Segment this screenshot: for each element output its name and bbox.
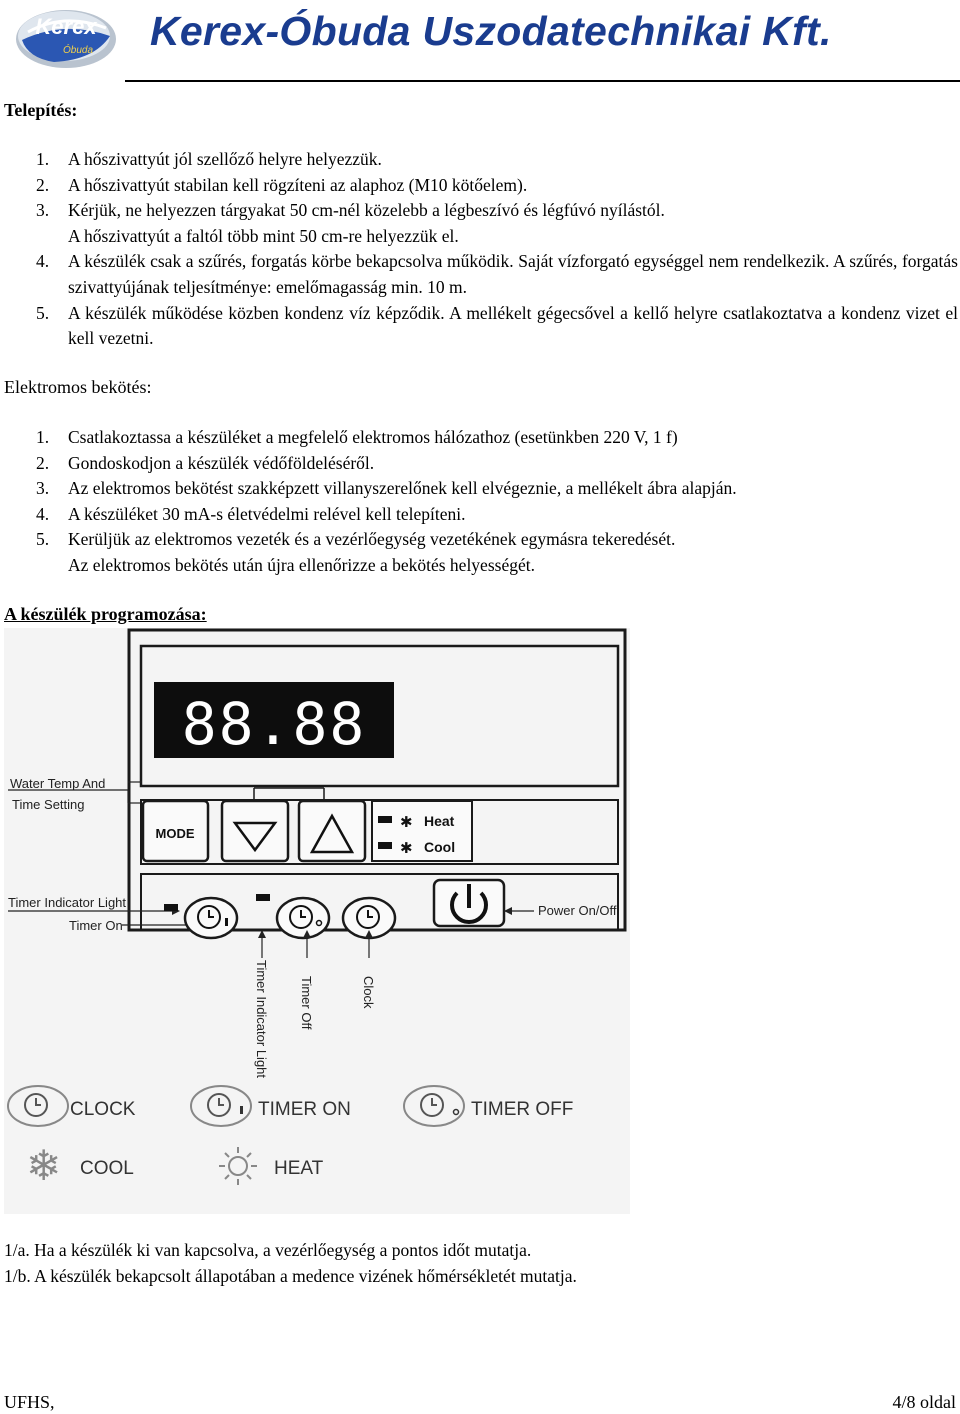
list-item bbox=[36, 425, 958, 451]
snowflake-icon: ✱ bbox=[400, 814, 413, 831]
list-text: A hőszivattyút jól szellőző helyre helyezzük. bbox=[68, 149, 382, 169]
list-text: Csatlakoztassa a készüléket a megfelelő elektromos hálózathoz (esetünkben 220 V, 1 f) bbox=[68, 427, 678, 447]
panel-outline bbox=[129, 630, 625, 930]
vlabel-clock: Clock bbox=[361, 976, 376, 1009]
list-item bbox=[36, 301, 958, 352]
list-text: Kérjük, ne helyezzen tárgyakat 50 cm-nél közelebb a légbeszívó és légfúvó nyílástól. bbox=[68, 200, 665, 221]
list-text-cont: A hőszivattyút a faltól több mint 50 cm-re helyezzük el. bbox=[68, 225, 459, 246]
electric-heading: Elektromos bekötés: bbox=[4, 377, 152, 397]
list-item bbox=[36, 198, 958, 249]
control-panel-diagram bbox=[4, 628, 630, 1214]
list-number: 5. bbox=[36, 529, 50, 550]
list-number: 2. bbox=[36, 452, 50, 473]
list-number: 2. bbox=[36, 174, 50, 195]
vlabel-timer-off: Timer Off bbox=[299, 976, 314, 1030]
install-heading: Telepítés: bbox=[4, 100, 78, 120]
snowflake-icon: ✱ bbox=[400, 840, 413, 857]
list-number: 5. bbox=[36, 302, 50, 323]
list-number: 4. bbox=[36, 503, 50, 524]
snowflake-icon: ❄ bbox=[26, 1142, 62, 1189]
list-text: A készülék csak a szűrés, forgatás körbe bekapcsolva működik. Saját vízforgató egységgel nem rendelkezik. A szűrés, forgatás szivattyújának teljesítménye: emelőmagasság min. 10 m. bbox=[68, 251, 958, 297]
list-number: 3. bbox=[36, 478, 50, 499]
note-1a: 1/a. Ha a készülék ki van kapcsolva, a vezérlőegység a pontos időt mutatja. bbox=[4, 1240, 532, 1260]
list-number: 4. bbox=[36, 251, 50, 272]
heat-indicator-label: Heat bbox=[424, 813, 455, 829]
list-item bbox=[36, 249, 958, 300]
legend-clock: CLOCK bbox=[70, 1099, 136, 1120]
cool-indicator-label: Cool bbox=[424, 839, 456, 855]
program-heading: A készülék programozása: bbox=[4, 604, 207, 624]
list-item bbox=[36, 502, 958, 528]
legend-timer-on: TIMER ON bbox=[258, 1099, 351, 1120]
logo-text: Kerex bbox=[35, 14, 97, 39]
page-header bbox=[0, 0, 960, 82]
electric-list bbox=[36, 425, 958, 579]
footer-page-number: 4/8 oldal bbox=[892, 1392, 956, 1412]
legend-heat: HEAT bbox=[274, 1158, 324, 1179]
label-timer-indicator: Timer Indicator Light bbox=[8, 895, 127, 910]
list-item bbox=[36, 451, 958, 477]
label-power: Power On/Off bbox=[538, 903, 617, 918]
control-panel-figure bbox=[4, 628, 630, 1214]
list-item bbox=[36, 476, 958, 502]
mode-indicator-box bbox=[372, 801, 472, 861]
list-text-cont: Az elektromos bekötés után újra ellenőrizze a bekötés helyességét. bbox=[68, 554, 535, 575]
footer-doc-code: UFHS, bbox=[4, 1392, 55, 1412]
list-item bbox=[36, 173, 958, 199]
list-text: Az elektromos bekötést szakképzett villanyszerelőnek kell elvégeznie, a mellékelt ábra alapján. bbox=[68, 478, 737, 499]
list-item bbox=[36, 147, 958, 173]
list-text: A hőszivattyút stabilan kell rögzíteni az alaphoz (M10 kötőelem). bbox=[68, 174, 528, 195]
kerex-logo bbox=[14, 6, 118, 70]
logo-sub: Óbuda bbox=[62, 45, 94, 56]
list-number: 3. bbox=[36, 200, 50, 221]
legend-cool: COOL bbox=[80, 1158, 134, 1179]
install-list bbox=[36, 147, 958, 352]
lcd-digits: 88.88 bbox=[181, 690, 367, 758]
list-text: A készülék működése közben kondenz víz képződik. A mellékelt gégecsővel a kellő helyre csatlakoztatva a kondenz vizet el kell vezetni. bbox=[68, 302, 958, 349]
note-1b: 1/b. A készülék bekapcsolt állapotában a medence vizének hőmérsékletét mutatja. bbox=[4, 1266, 577, 1286]
list-number: 1. bbox=[36, 427, 50, 447]
company-name: Kerex-Óbuda Uszodatechnikai Kft. bbox=[150, 8, 832, 54]
mode-label: MODE bbox=[155, 826, 195, 841]
sun-icon bbox=[219, 1147, 257, 1185]
label-time-setting: Time Setting bbox=[12, 797, 85, 812]
list-text: A készüléket 30 mA-s életvédelmi relével kell telepíteni. bbox=[68, 503, 466, 524]
header-rule bbox=[125, 80, 960, 82]
list-text: Gondoskodjon a készülék védőföldeléséről. bbox=[68, 452, 375, 473]
label-water-temp: Water Temp And bbox=[10, 776, 106, 791]
legend-timer-off: TIMER OFF bbox=[471, 1099, 574, 1120]
list-number: 1. bbox=[36, 149, 50, 169]
vlabel-timer-indicator: Timer Indicator Light bbox=[254, 960, 269, 1079]
list-text: Kerüljük az elektromos vezeték és a vezérlőegység vezetékének egymásra tekeredését. bbox=[68, 529, 676, 550]
timer-indicator-light bbox=[256, 894, 270, 901]
list-item bbox=[36, 527, 958, 578]
label-timer-on: Timer On bbox=[69, 918, 123, 933]
